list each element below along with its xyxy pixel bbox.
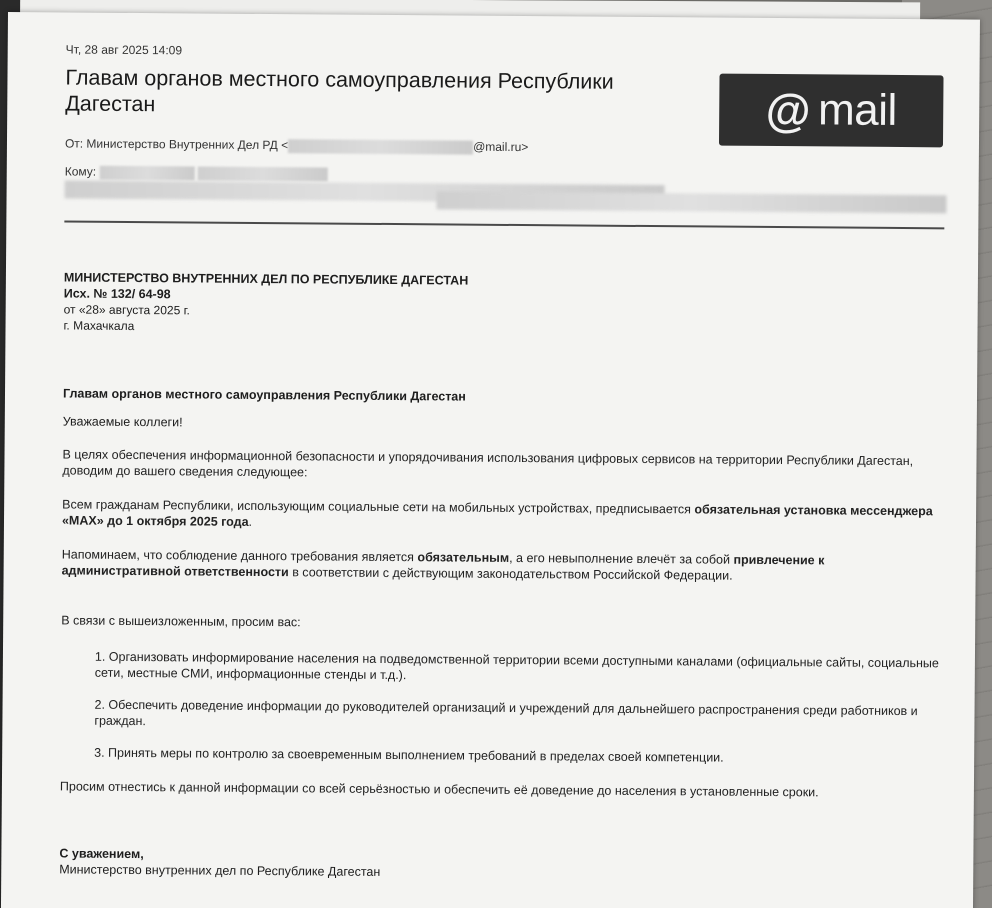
redacted-email (288, 139, 473, 154)
letter-addressee: Главам органов местного самоуправления Республики Дагестан (62, 386, 466, 404)
list-item: 1. Организовать информирование населения на подведомственной территории всеми доступными каналами (официальные сайты, социальные сети, местные СМИ, информационные стенды и т.д.). (94, 649, 939, 683)
redacted-recipient (198, 166, 328, 181)
letter-org: МИНИСТЕРСТВО ВНУТРЕННИХ ДЕЛ ПО РЕСПУБЛИКЕ ДАГЕСТАН (63, 270, 469, 288)
letter-city: г. Махачкала (63, 318, 135, 334)
paragraph-intro: В целях обеспечения информационной безопасности и упорядочивания использования цифровых сервисов на территории Республики Дагестан, доводим до вашего сведения следующее: (62, 447, 914, 480)
bold-span: привлечение к административной ответственности (61, 552, 825, 580)
paragraph-reminder (62, 546, 942, 585)
email-from (65, 136, 528, 154)
bold-span: обязательная установка мессенджера «MAX» до 1 октября 2025 года (61, 502, 933, 529)
to-label: Кому: (64, 164, 97, 179)
letter-ref: Исх. № 132/ 64-98 (63, 286, 171, 302)
list-item: 2. Обеспечить доведение информации до руководителей организаций и учреждений для дальнейшего распространения среди работников и граждан. (94, 697, 918, 729)
text-span: Всем гражданам Республики, использующим социальные сети на мобильных устройствах, предписывается (62, 497, 695, 517)
paragraph-request: В связи с вышеизложенным, просим вас: (61, 613, 301, 630)
bold-span: обязательным (417, 550, 510, 565)
mail-logo (719, 74, 944, 148)
text-span: Напоминаем, что соблюдение данного требования является (61, 547, 418, 565)
paragraph-requirement (62, 496, 942, 535)
signature: Министерство внутренних дел по Республике Дагестан (59, 862, 381, 879)
redacted-recipients-block (436, 191, 946, 213)
email-date: Чт, 28 авг 2025 14:09 (65, 42, 183, 58)
printed-email-sheet (1, 12, 980, 908)
list-item: 3. Принять меры по контролю за своевременным выполнением требований в пределах своей компетенции. (94, 745, 724, 765)
closing: С уважением, (59, 846, 144, 862)
mail-logo-text: mail (817, 85, 897, 135)
from-domain: @mail.ru> (473, 139, 529, 155)
text-span: в соответствии с действующим законодательством Российской Федерации. (288, 565, 733, 583)
redacted-recipient (99, 166, 194, 181)
paragraph-closing-request: Просим отнестись к данной информации со всей серьёзностью и обеспечить её доведение до населения в установленные сроки. (59, 779, 819, 800)
at-icon: @ (765, 83, 811, 137)
header-divider (64, 220, 944, 229)
email-subject: Главам органов местного самоуправления Республики Дагестан (65, 65, 614, 117)
from-label: От: Министерство Внутренних Дел РД < (64, 136, 289, 153)
letter-date: от «28» августа 2025 г. (63, 302, 190, 318)
email-to (65, 164, 328, 181)
text-span: , а его невыполнение влечёт за собой (509, 550, 734, 567)
letter-greeting: Уважаемые коллеги! (62, 414, 183, 430)
text-span: . (248, 514, 253, 529)
